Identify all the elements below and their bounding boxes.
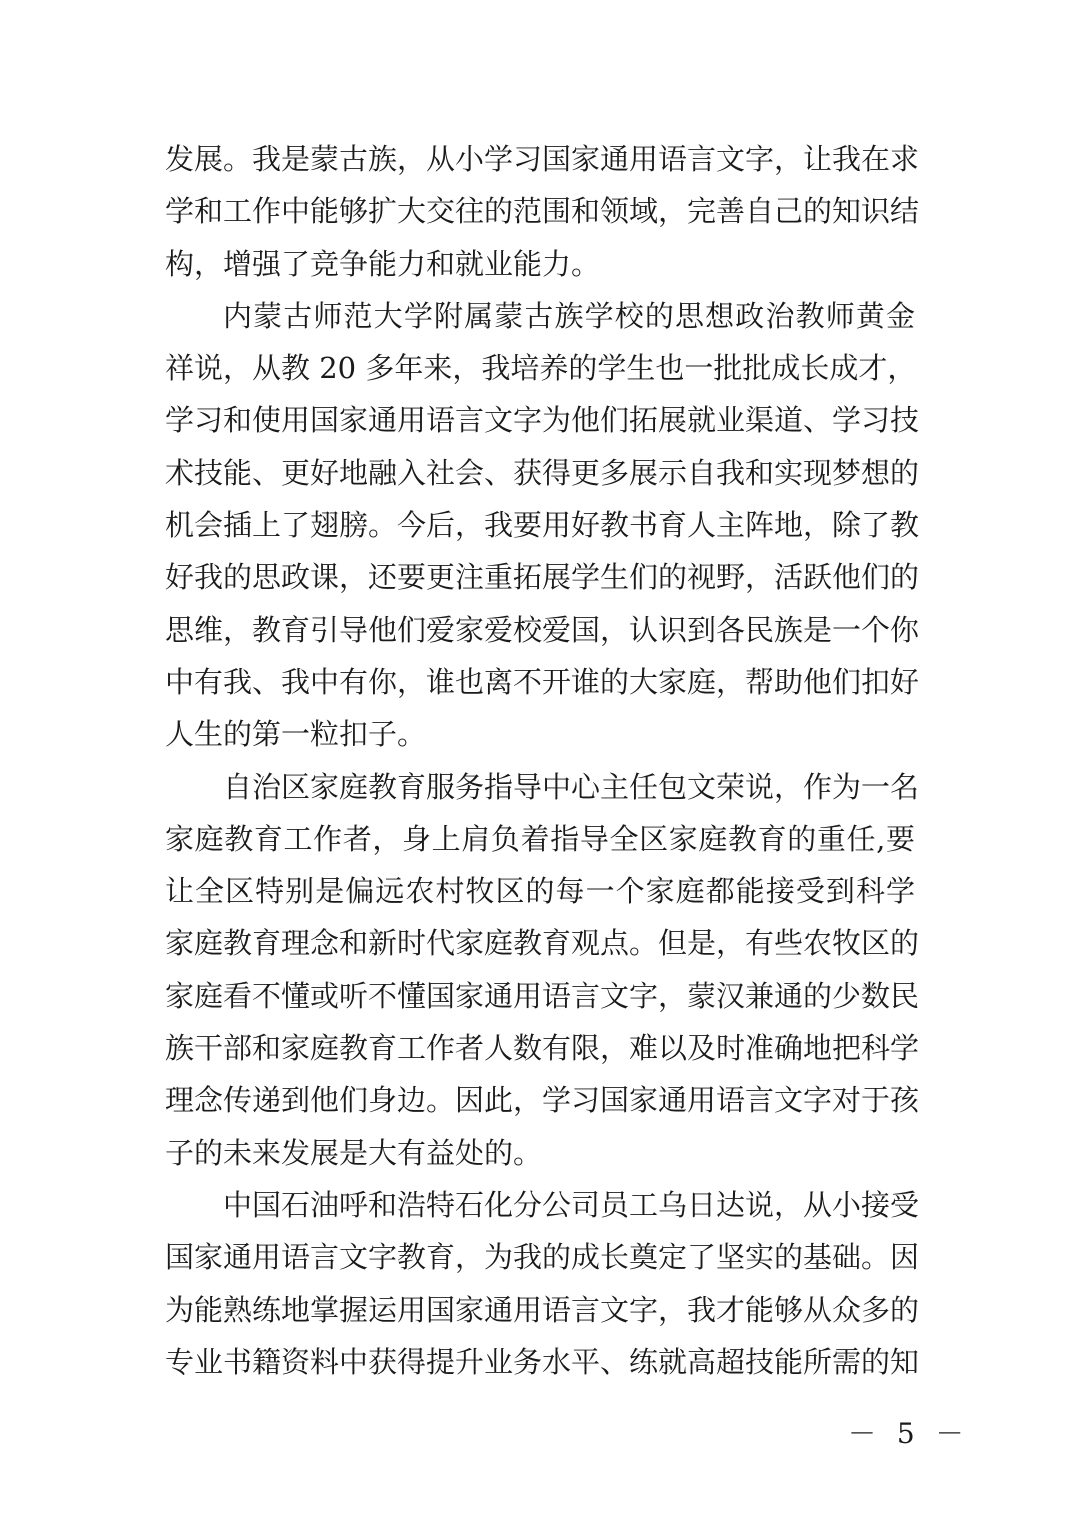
text-line: 为能熟练地掌握运用国家通用语言文字，我才能够从众多的 <box>165 1292 920 1327</box>
text-line: 理念传递到他们身边。因此，学习国家通用语言文字对于孩 <box>165 1083 920 1118</box>
text-line: 机会插上了翅膀。今后，我要用好教书育人主阵地，除了教 <box>165 508 920 543</box>
paragraph-first-line: 中国石油呼和浩特石化分公司员工乌日达说，从小接受 <box>223 1187 920 1222</box>
text-line: 家庭教育工作者，身上肩负着指导全区家庭教育的重任,要 <box>165 821 915 856</box>
text-line: 族干部和家庭教育工作者人数有限，难以及时准确地把科学 <box>165 1031 920 1066</box>
text-line: 国家通用语言文字教育，为我的成长奠定了坚实的基础。因 <box>165 1240 920 1275</box>
paragraph-first-line: 自治区家庭教育服务指导中心主任包文荣说，作为一名 <box>223 769 920 804</box>
text-line: 中有我、我中有你，谁也离不开谁的大家庭，帮助他们扣好 <box>165 664 920 699</box>
text-line: 让全区特别是偏远农村牧区的每一个家庭都能接受到科学 <box>165 874 915 909</box>
page-number: － 5 － <box>848 1417 970 1450</box>
text-line: 人生的第一粒扣子。 <box>165 717 427 752</box>
paragraph-first-line: 内蒙古师范大学附属蒙古族学校的思想政治教师黄金 <box>223 298 915 333</box>
text-line: 思维，教育引导他们爱家爱校爱国，认识到各民族是一个你 <box>165 612 920 647</box>
text-line: 发展。我是蒙古族，从小学习国家通用语言文字，让我在求 <box>165 142 920 176</box>
text-line: 构，增强了竞争能力和就业能力。 <box>165 246 601 281</box>
text-line: 学和工作中能够扩大交往的范围和领域，完善自己的知识结 <box>165 194 920 229</box>
body-text <box>165 133 920 1388</box>
text-line: 专业书籍资料中获得提升业务水平、练就高超技能所需的知 <box>165 1344 920 1379</box>
text-line: 好我的思政课，还要更注重拓展学生们的视野，活跃他们的 <box>165 560 920 595</box>
text-line: 子的未来发展是大有益处的。 <box>165 1135 543 1170</box>
text-line: 术技能、更好地融入社会、获得更多展示自我和实现梦想的 <box>165 455 920 490</box>
text-line: 家庭看不懂或听不懂国家通用语言文字，蒙汉兼通的少数民 <box>165 978 920 1013</box>
text-line: 家庭教育理念和新时代家庭教育观点。但是，有些农牧区的 <box>165 926 920 961</box>
text-line: 学习和使用国家通用语言文字为他们拓展就业渠道、学习技 <box>165 403 920 438</box>
text-line: 祥说，从教 20 多年来，我培养的学生也一批批成长成才， <box>165 351 917 386</box>
